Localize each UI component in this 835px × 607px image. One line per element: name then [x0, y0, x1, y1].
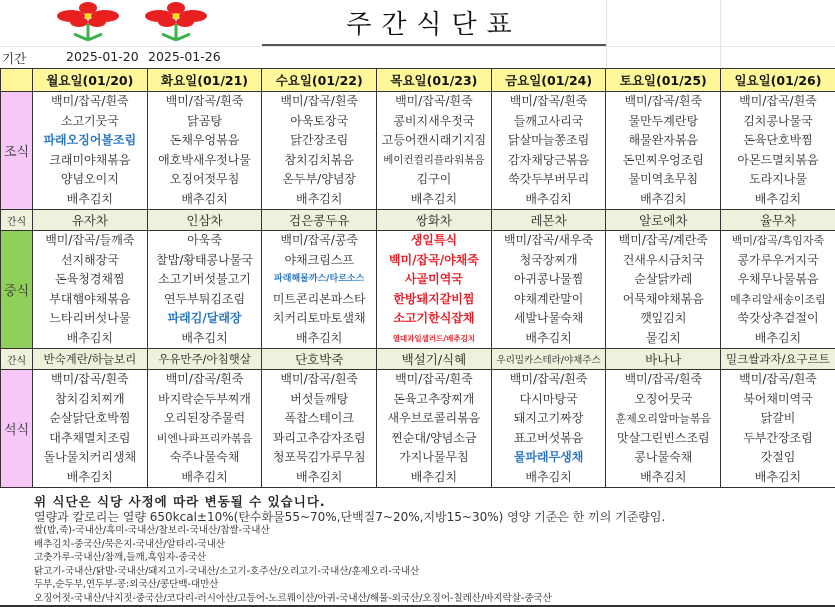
period-row [0, 47, 835, 67]
menu-item: 두부간장조림 [743, 430, 813, 445]
origin-list [34, 524, 552, 606]
origin-line: 오징어젓-국내산/낙지젓-중국산/코다리-러시아산/고등어-노르웨이산/아귀-국내산/해물-외국산/오징어-칠레산/바지락살-중국산 [34, 592, 552, 604]
menu-item: 가지나물무침 [399, 450, 469, 464]
page-title: 주간식단표 [346, 9, 522, 40]
corner-cell [1, 69, 33, 92]
period-end-date: 2025-01-26 [148, 49, 221, 64]
menu-item: 양념오이지 [60, 172, 119, 186]
menu-item: 건새우시금치국 [622, 252, 704, 267]
menu-item: 백미/잡곡/흰죽 [280, 372, 359, 386]
snack-label: 간식 [1, 349, 33, 370]
day-header-sun: 일요일(01/26) [721, 69, 835, 92]
menu-item: 백미/잡곡/흰죽 [165, 94, 244, 108]
lunch-sat [606, 231, 721, 349]
breakfast-row [1, 92, 835, 210]
menu-item: 배추김치 [410, 469, 458, 484]
menu-item: 배추김치 [181, 469, 228, 484]
snack-fri: 우리밀카스테라/야채주스 [491, 349, 606, 370]
menu-item: 순살닭단호박찜 [49, 411, 131, 425]
lunch-thu [377, 231, 492, 349]
menu-item: 배추김치 [754, 191, 802, 206]
menu-item: 맛살그린빈스조림 [616, 430, 710, 445]
origin-line: 두부,순두부,연두부-콩:외국산/콩단백-대만산 [34, 579, 219, 591]
menu-item: 갓절임 [760, 450, 796, 464]
origin-line: 닭고기-국내산/닭발-국내산/돼지고기-국내산/소고기-호주산/오리고기-국내산/훈제오리-국내산 [34, 565, 420, 577]
menu-item: 폭찹스테이크 [284, 411, 354, 425]
menu-item: 배추김치 [754, 469, 802, 484]
snack-mon: 반숙계란/하늘보리 [33, 349, 148, 370]
menu-item: 느타리버섯나물 [49, 311, 131, 325]
nutrition-note: 열량과 칼로리는 열량 650kcal±10%(탄수화물55~70%,단백질7~20%,지방15~30%) 영양 기준은 한 끼의 기준량임. [34, 510, 666, 524]
menu-item: 소고기뭇국 [60, 113, 119, 128]
menu-item: 돈민찌우엉조림 [622, 152, 704, 167]
menu-item: 북어채미역국 [743, 391, 813, 406]
period-label: 기간 [2, 51, 27, 66]
menu-item: 아욱토장국 [290, 113, 349, 128]
menu-item: 오징어젓무침 [169, 172, 240, 186]
menu-item: 버섯들깨탕 [290, 391, 349, 406]
period-start-date: 2025-01-20 [66, 49, 139, 64]
menu-item: 백미/잡곡/새우죽 [503, 233, 594, 247]
lunch-label: 중식 [1, 231, 33, 349]
menu-item-special: 소고기한식잡채 [393, 311, 475, 325]
origin-line: 고춧가루-국내산/참깨,들깨,흑임자-중국산 [34, 552, 207, 564]
menu-item: 소고기버섯불고기 [158, 272, 251, 286]
afternoon-snack-row [1, 349, 835, 370]
menu-item: 훈제오리알마늘볶음 [615, 412, 712, 425]
menu-item: 미트콘리본파스타 [272, 291, 366, 306]
dinner-label: 석식 [1, 370, 33, 488]
snack-tue: 우유만주/아침햇살 [147, 349, 262, 370]
breakfast-sat [606, 92, 721, 210]
menu-item: 숙주나물숙채 [169, 450, 240, 464]
menu-item: 배추김치 [296, 191, 343, 206]
menu-item: 우채무나물볶음 [737, 272, 819, 286]
lunch-fri [491, 231, 606, 349]
menu-item: 배추김치 [754, 330, 802, 345]
menu-item: 물김치 [645, 330, 681, 345]
menu-item-special: 사골미역국 [404, 272, 463, 286]
dinner-row [1, 370, 835, 488]
day-header-wed: 수요일(01/22) [262, 69, 377, 92]
dinner-fri [491, 370, 606, 488]
dinner-sun [721, 370, 835, 488]
menu-item: 찰밥/황태콩나물국 [156, 252, 253, 267]
menu-item-highlight: 파래해물까스/타르소스 [274, 274, 365, 284]
menu-item: 돼지고기짜장 [513, 411, 584, 425]
menu-item: 백미/잡곡/흰죽 [509, 94, 588, 108]
menu-item-highlight: 파래김/달래장 [167, 311, 242, 325]
breakfast-mon [33, 92, 148, 210]
menu-item-special: 생일특식 [410, 233, 458, 247]
menu-item: 새우브로콜리볶음 [387, 411, 481, 425]
dinner-mon [33, 370, 148, 488]
menu-item: 배추김치 [525, 469, 572, 484]
menu-item: 배추김치 [66, 469, 114, 484]
menu-item: 김구이 [416, 172, 452, 186]
menu-item: 오리된장주물럭 [163, 411, 246, 425]
morning-snack-row [1, 210, 835, 231]
menu-item: 백미/잡곡/흰죽 [395, 94, 473, 108]
dinner-tue [147, 370, 262, 488]
menu-item: 다시마탕국 [519, 391, 578, 406]
breakfast-wed [262, 92, 377, 210]
day-header-sat: 토요일(01/25) [606, 69, 721, 92]
menu-item: 콩가루우거지국 [737, 252, 819, 267]
day-header-row [1, 69, 835, 92]
menu-item: 백미/잡곡/콩죽 [280, 233, 359, 247]
menu-item: 백미/잡곡/흰죽 [51, 372, 129, 386]
menu-item: 야채크림스프 [284, 252, 354, 267]
menu-item: 백미/잡곡/흰죽 [165, 372, 244, 386]
menu-item: 메추리알새송이조림 [730, 292, 826, 306]
menu-item: 비엔나파프리카볶음 [156, 431, 253, 445]
snack-thu: 쌍화차 [377, 210, 492, 231]
menu-item: 감자채당근볶음 [508, 152, 590, 167]
day-header-mon: 월요일(01/20) [33, 69, 148, 92]
dinner-thu [377, 370, 492, 488]
menu-item: 순살닭카레 [634, 272, 693, 286]
dinner-wed [262, 370, 377, 488]
menu-item: 백미/잡곡/흰죽 [395, 372, 473, 386]
menu-item: 배추김치 [181, 191, 228, 206]
lunch-wed [262, 231, 377, 349]
snack-fri: 레몬차 [491, 210, 606, 231]
menu-item: 돈육청경채찜 [55, 272, 125, 286]
snack-wed: 검은콩두유 [262, 210, 377, 231]
menu-item: 바지락순두부찌개 [158, 391, 251, 406]
lunch-tue [147, 231, 262, 349]
menu-item: 쑥갓두부버무리 [508, 172, 590, 186]
menu-item-special: 한방돼지갈비찜 [393, 291, 475, 306]
notice-main: 위 식단은 식당 사정에 따라 변동될 수 있습니다. [34, 494, 326, 509]
title-box [262, 0, 606, 46]
menu-item-highlight: 파래오징어볼조림 [43, 133, 137, 147]
menu-item: 물미역초무침 [628, 172, 699, 186]
menu-item-highlight: 물파래무생채 [513, 450, 584, 464]
menu-item: 참치김치찌개 [55, 391, 125, 406]
menu-item: 돌나물치커리생채 [43, 450, 137, 464]
weekly-menu-table [0, 68, 835, 488]
menu-item: 배추김치 [296, 330, 343, 345]
menu-item: 아욱죽 [187, 233, 222, 247]
menu-item: 백미/잡곡/흰죽 [739, 372, 817, 386]
menu-item: 백미/잡곡/흰죽 [509, 372, 588, 386]
menu-item: 표고버섯볶음 [513, 430, 584, 445]
day-header-tue: 화요일(01/21) [147, 69, 262, 92]
menu-item: 아몬드멸치볶음 [737, 152, 819, 167]
day-header-fri: 금요일(01/24) [491, 69, 606, 92]
flower-icons [30, 2, 230, 44]
menu-item: 백미/잡곡/들깨죽 [45, 233, 135, 247]
snack-sun: 율무차 [721, 210, 835, 231]
menu-item: 쑥갓상추겉절이 [737, 311, 819, 325]
menu-item: 백미/잡곡/흰죽 [51, 94, 129, 108]
menu-item: 참치김치볶음 [284, 152, 354, 167]
breakfast-fri [491, 92, 606, 210]
menu-item: 백미/잡곡/흑임자죽 [731, 234, 825, 247]
menu-item: 온두부/양념장 [282, 172, 357, 186]
menu-item: 야채계란말이 [513, 291, 584, 306]
menu-item: 배추김치 [640, 469, 687, 484]
menu-item: 도라지나물 [748, 172, 807, 186]
snack-wed: 단호박죽 [262, 349, 377, 370]
menu-item: 백미/잡곡/흰죽 [739, 94, 817, 108]
breakfast-sun [721, 92, 835, 210]
menu-item: 연두부튀김조림 [163, 291, 246, 306]
menu-item: 백미/잡곡/흰죽 [624, 94, 703, 108]
dinner-sat [606, 370, 721, 488]
menu-item: 돈육단호박찜 [743, 133, 813, 147]
menu-item: 배추김치 [410, 191, 458, 206]
origin-line: 배추김치-중국산/묵은지-국내산/알타리-국내산 [34, 538, 226, 550]
menu-item: 애호박새우젓나물 [158, 152, 251, 167]
menu-item: 해물완자볶음 [628, 133, 699, 147]
menu-item: 김치콩나물국 [743, 113, 813, 128]
menu-item: 청국장찌개 [519, 252, 578, 267]
menu-item: 찐순대/양념소금 [391, 430, 477, 445]
menu-item-special: 열대과일샐러드/배추김치 [392, 333, 476, 343]
menu-item: 닭간장조림 [290, 133, 349, 147]
menu-item: 오징어뭇국 [634, 391, 693, 406]
menu-item: 고등어캔시래기지짐 [381, 133, 487, 147]
menu-item: 백미/잡곡/흰죽 [624, 372, 703, 386]
menu-item: 베이컨컬리플라워볶음 [383, 153, 485, 166]
menu-item: 세발나물숙채 [513, 311, 584, 325]
menu-item: 청포묵김가루무침 [272, 450, 366, 464]
snack-tue: 인삼차 [147, 210, 262, 231]
breakfast-tue [147, 92, 262, 210]
menu-item: 배추김치 [66, 191, 114, 206]
menu-item: 크래미야채볶음 [49, 152, 131, 167]
menu-item: 들깨고사리국 [513, 113, 584, 128]
menu-item: 배추김치 [640, 191, 687, 206]
snack-label: 간식 [1, 210, 33, 231]
menu-item: 백미/잡곡/흰죽 [280, 94, 359, 108]
menu-item: 닭갈비 [760, 411, 796, 425]
day-header-thu: 목요일(01/23) [377, 69, 492, 92]
menu-item: 백미/잡곡/계란죽 [618, 233, 708, 247]
flower-icon [57, 2, 119, 40]
menu-item: 깻잎김치 [640, 311, 687, 325]
snack-sun: 밀크쌀과자/요구르트 [721, 349, 835, 370]
menu-item: 배추김치 [181, 330, 228, 345]
menu-item: 배추김치 [525, 330, 572, 345]
menu-item: 물만두계란탕 [628, 113, 699, 128]
menu-item: 꽈리고추감자조림 [272, 430, 366, 445]
menu-item: 돈육고추장찌개 [393, 391, 475, 406]
menu-item: 배추김치 [296, 469, 343, 484]
lunch-mon [33, 231, 148, 349]
menu-item: 닭살마늘쫑조림 [508, 133, 590, 147]
menu-item: 치커리토마토샐채 [272, 311, 366, 325]
menu-item-special: 백미/잡곡/야채죽 [388, 252, 479, 267]
lunch-row [1, 231, 835, 349]
menu-item: 콩비지새우젓국 [393, 113, 475, 128]
menu-item: 닭곰탕 [187, 113, 222, 128]
menu-item: 돈채우엉볶음 [169, 133, 240, 147]
snack-sat: 바나나 [606, 349, 721, 370]
menu-item: 부대햄야채볶음 [49, 291, 131, 306]
menu-item: 배추김치 [66, 330, 114, 345]
lunch-sun [721, 231, 835, 349]
snack-thu: 백설기/식혜 [377, 349, 492, 370]
breakfast-label: 조식 [1, 92, 33, 210]
menu-item: 콩나물숙채 [634, 450, 693, 464]
flower-icon [145, 2, 207, 40]
menu-item: 선지해장국 [60, 252, 119, 267]
snack-sat: 알로에차 [606, 210, 721, 231]
snack-mon: 유자차 [33, 210, 148, 231]
menu-item: 배추김치 [525, 191, 572, 206]
menu-item: 아귀콩나물찜 [513, 272, 584, 286]
menu-item: 어묵채야채볶음 [622, 291, 704, 306]
breakfast-thu [377, 92, 492, 210]
menu-item: 대추채멸치조림 [49, 430, 131, 445]
origin-line: 쌀(밥,죽)-국내산/흑미-국내산/찰보리-국내산/찹쌀-국내산 [34, 525, 270, 536]
